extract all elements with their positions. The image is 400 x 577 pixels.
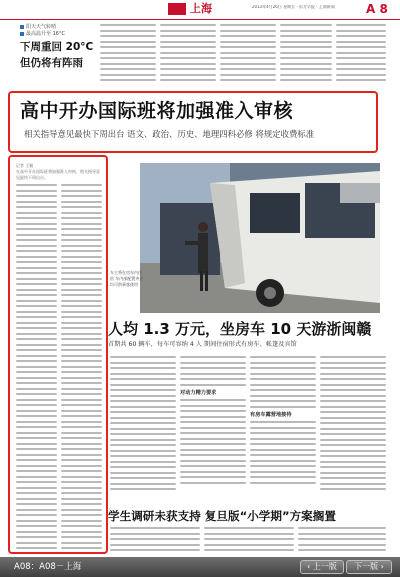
weather-line-1: 阳天天气转晴 <box>20 24 92 31</box>
newspaper-logo-icon <box>168 3 186 15</box>
weather-headline-1: 下周重回 20°C <box>20 41 94 53</box>
masthead-meta: 2013年4月26日 星期五 · 东方早报 · 上海新闻 <box>252 5 335 9</box>
masthead <box>0 0 400 20</box>
story2-column <box>320 356 386 496</box>
article-text-columns <box>16 184 102 554</box>
photo-caption: 车主将在房车内住宿 车内部配置齐全 均可供乘客使用 <box>110 270 144 287</box>
page-number: A 8 <box>366 2 388 16</box>
article-body <box>16 163 102 554</box>
top-text-column <box>220 24 276 86</box>
weather-line-2: 最高温升至 16°C <box>20 31 92 38</box>
story3-column <box>110 527 200 555</box>
bullet-icon <box>20 25 24 29</box>
page-nav-bar <box>0 557 400 577</box>
camper-story-headline[interactable]: 人均 1.3 万元，坐房车 10 天游浙闽赣 <box>108 320 372 338</box>
story2-section-a: 对动力精力要求 <box>180 390 217 396</box>
current-page-label: A08：A08－上海 <box>14 562 82 572</box>
top-text-column <box>100 24 156 86</box>
main-headline[interactable]: 高中开办国际班将加强准入审核 <box>20 100 294 122</box>
next-page-button[interactable]: 下一版 › <box>346 560 392 574</box>
story2-column <box>250 356 316 496</box>
main-subhead: 相关指导意见最快下周出台 语文、政治、历史、地理四科必修 将规定收费标准 <box>24 129 315 139</box>
camper-van-photo <box>140 163 380 313</box>
story3-column <box>298 527 386 555</box>
top-text-column <box>280 24 332 86</box>
article-byline: 记者 王颖 <box>16 163 34 168</box>
weather-box <box>20 24 92 82</box>
story2-column <box>180 356 246 496</box>
fudan-story-headline[interactable]: 学生调研未获支持 复旦版“小学期”方案搁置 <box>108 509 336 523</box>
top-text-column <box>160 24 216 86</box>
section-name: 上海 <box>190 2 212 15</box>
next-arrow-icon: › <box>378 562 384 571</box>
camper-van-illustration <box>140 163 380 313</box>
prev-arrow-icon: ‹ <box>307 562 313 571</box>
weather-headline-2: 但仍将有阵雨 <box>20 57 83 69</box>
story2-column <box>110 356 176 496</box>
article-first-paragraph: 在高中开办国际班将加强准入审核，相关指导意见最快下周出台。 <box>16 169 100 180</box>
article-column <box>61 184 102 554</box>
article-column <box>16 184 57 554</box>
story3-column <box>204 527 294 555</box>
bullet-icon <box>20 32 24 36</box>
prev-page-button[interactable]: ‹ 上一版 <box>300 560 344 574</box>
top-text-column <box>336 24 386 86</box>
camper-story-subhead: 首期共 60 辆车，每车可容纳 4 人 期间住宿形式有房车、帐篷及宾馆 <box>108 341 297 348</box>
article-highlight-box[interactable] <box>8 155 108 554</box>
story2-section-b: 有房车露营地接待 <box>250 412 292 418</box>
